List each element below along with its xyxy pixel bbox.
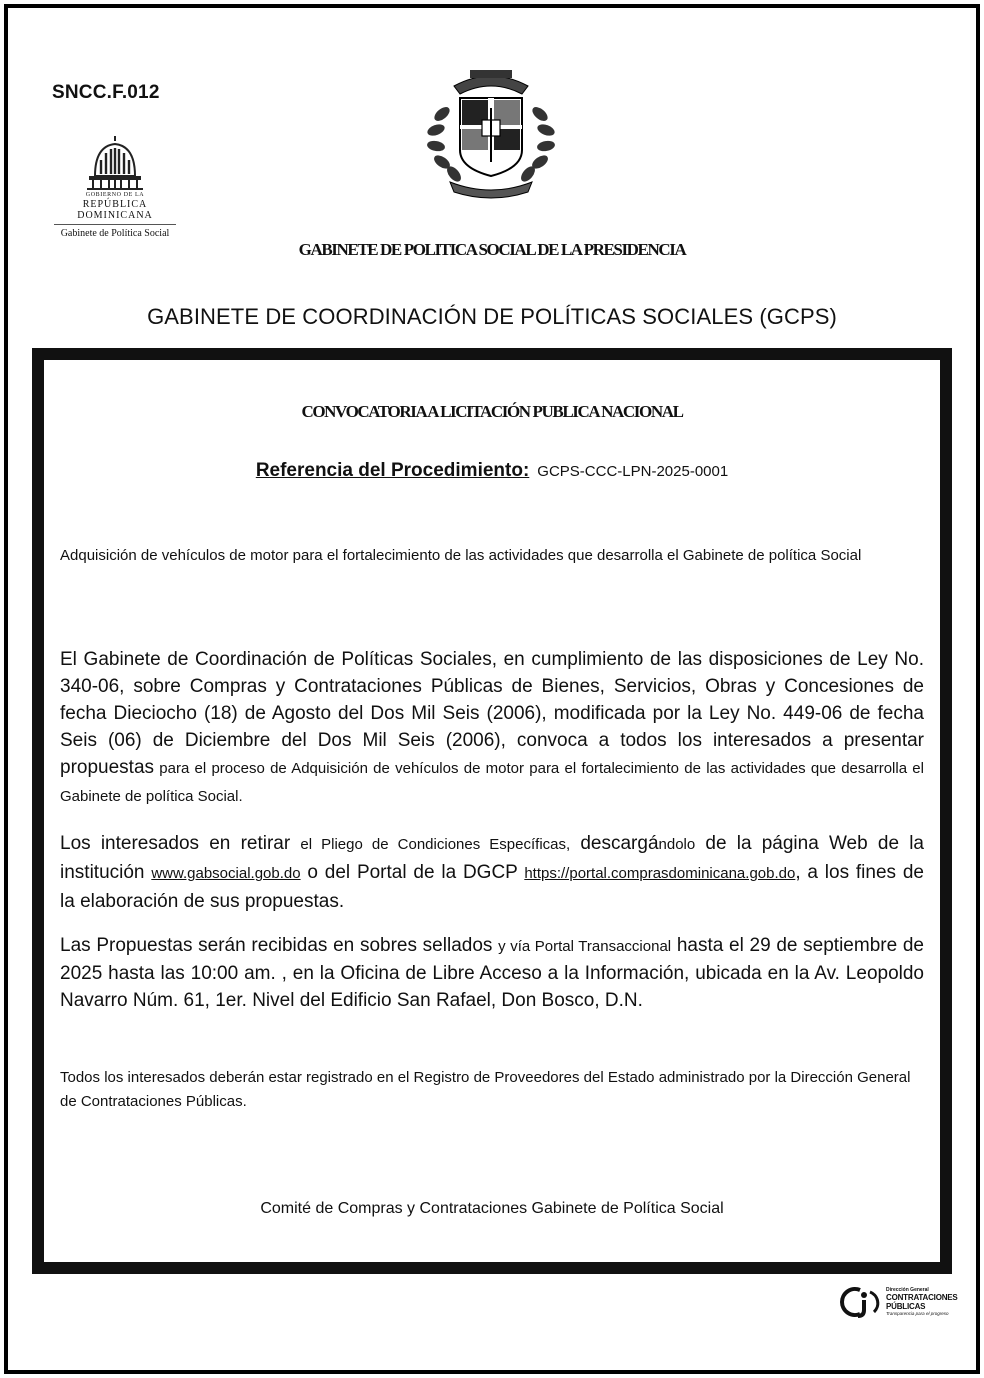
dgcp-line2: CONTRATACIONES <box>886 1293 958 1302</box>
documents-text-5: de la página Web de la institución <box>60 833 924 883</box>
notice-content <box>44 360 940 1262</box>
palace-dome-icon <box>83 136 147 190</box>
logo-line1: GOBIERNO DE LA <box>85 192 145 198</box>
institution-website-link[interactable]: www.gabsocial.gob.do <box>151 865 301 882</box>
dgcp-emblem-icon <box>838 1286 884 1318</box>
documents-text-4: ndolo <box>658 836 696 853</box>
reference-label: Referencia del Procedimiento: <box>255 460 530 481</box>
signature-line: Comité de Compras y Contrataciones Gabinete de Política Social <box>260 1200 724 1217</box>
logo-divider <box>54 224 176 225</box>
call-text-main: El Gabinete de Coordinación de Políticas Sociales, en cumplimiento de las disposiciones de Ley No. 340-06, sobre Compras y Contrataciones Públicas de Bienes, Servicios, Obras y Concesiones de fecha Dieciocho (18) de Agosto del Dos Mil Seis (2006), modificada por la Ley No. 449-06 de fecha Seis (06) de Diciembre del Dos Mil Seis (2006), convoca a todos los interesados a presentar propuestas <box>60 649 924 778</box>
submission-text-1: Las Propuestas serán recibidas en sobres sellados <box>60 935 499 956</box>
documents-text-6: o del Portal de la DGCP <box>300 862 525 883</box>
dgcp-logo <box>838 1286 958 1326</box>
notice-frame <box>32 348 952 1274</box>
dgcp-line4: Transparencia para el progreso <box>886 1311 949 1316</box>
call-text-detail: para el proceso de Adquisición de vehículos de motor para el fortalecimiento de las actividades que desarrolla el Gabinete de política Social. <box>60 760 924 805</box>
documents-text-3: descargá <box>570 833 659 854</box>
reference-line <box>44 460 940 482</box>
government-logo <box>48 136 182 239</box>
coat-of-arms-icon <box>424 64 558 200</box>
documents-text-2: el Pliego de Condiciones Específicas, <box>300 836 571 853</box>
page-subtitle: GABINETE DE COORDINACIÓN DE POLÍTICAS SOCIALES (GCPS) <box>147 304 837 329</box>
submission-text-2: y vía Portal Transaccional <box>498 938 672 955</box>
logo-unit: Gabinete de Política Social <box>60 228 170 239</box>
dgcp-line3: PÚBLICAS <box>886 1302 926 1311</box>
dgcp-line1: Dirección General <box>886 1287 929 1293</box>
submission-text-3: hasta el 29 de septiembre de 2025 hasta las 10:00 am. , en la Oficina de Libre Acceso a la Información, ubicada en la Av. Leopoldo Navarro Núm. 61, 1er. Nivel del Edificio San Rafael, Don Bosco, D.N. <box>60 935 924 1011</box>
form-code: SNCC.F.012 <box>52 82 160 103</box>
submission-paragraph <box>60 932 924 1014</box>
institution-title: GABINETE DE POLITICA SOCIAL DE LA PRESIDENCIA <box>298 240 686 259</box>
documents-text-7: , a los fines de la elaboración de sus propuestas. <box>60 862 924 912</box>
procurement-object: Adquisición de vehículos de motor para el fortalecimiento de las actividades que desarrolla el Gabinete de política Social <box>60 547 862 564</box>
reference-value: GCPS-CCC-LPN-2025-0001 <box>537 463 729 480</box>
documents-text-1: Los interesados en retirar <box>60 833 301 854</box>
document-page <box>4 4 980 1374</box>
notice-title: CONVOCATORIA A LICITACIÓN PUBLICA NACIONAL <box>301 402 683 421</box>
registration-note: Todos los interesados deberán estar registrado en el Registro de Proveedores del Estado administrado por la Dirección General de Contrataciones Públicas. <box>60 1069 911 1110</box>
logo-line2: REPÚBLICA DOMINICANA <box>77 199 153 221</box>
documents-paragraph <box>60 830 924 916</box>
dgcp-portal-link[interactable]: https://portal.comprasdominicana.gob.do <box>524 865 796 882</box>
call-paragraph <box>60 646 924 810</box>
